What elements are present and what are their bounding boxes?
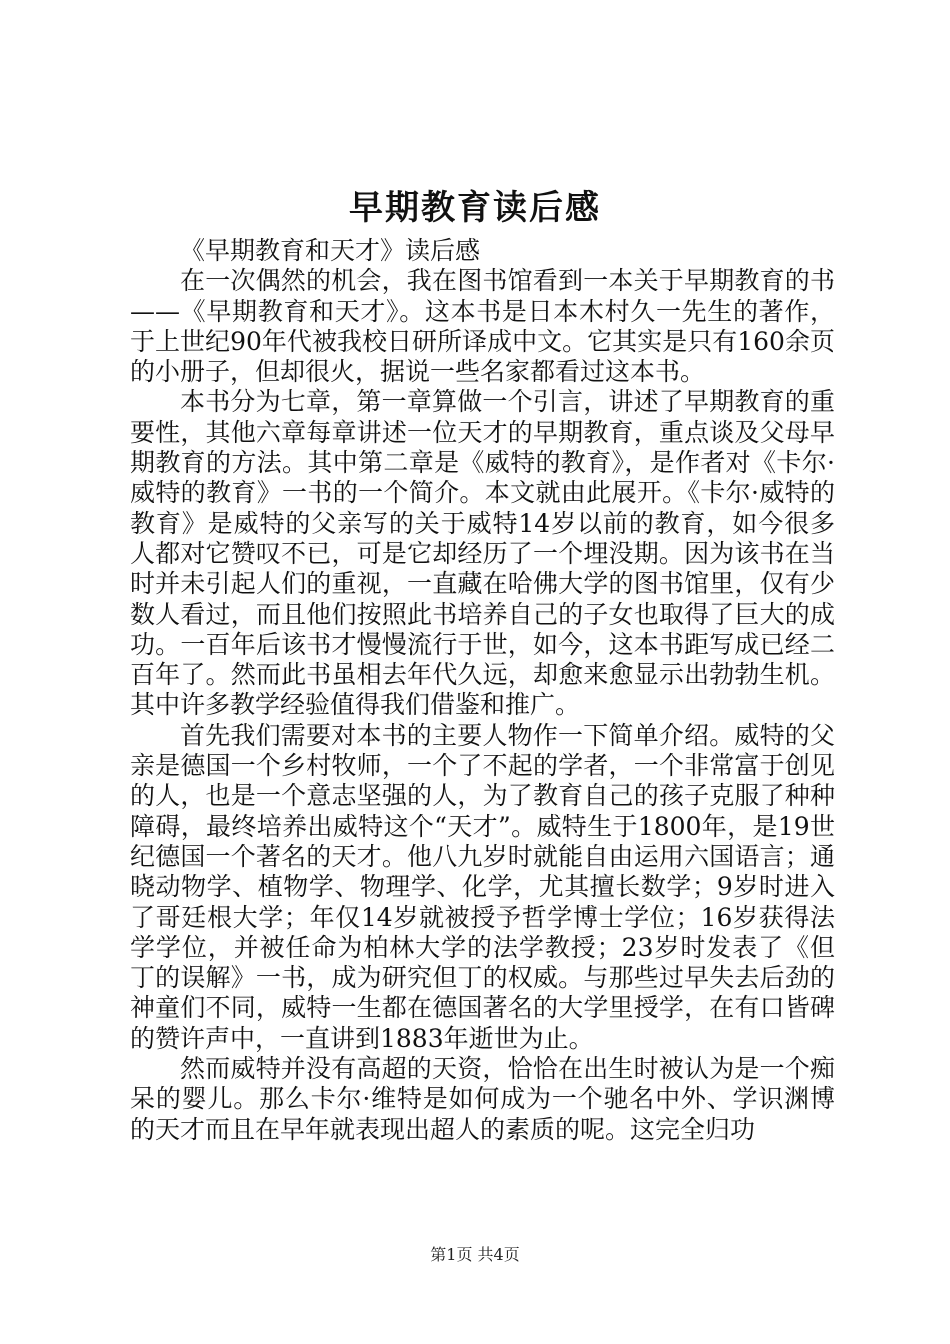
document-body	[130, 236, 835, 1145]
body-paragraph: 在一次偶然的机会，我在图书馆看到一本关于早期教育的书——《早期教育和天才》。这本书是日本木村久一先生的著作，于上世纪90年代被我校日研所译成中文。它其实是只有160余页的小册子，但却很火，据说一些名家都看过这本书。	[130, 266, 835, 387]
body-paragraph: 本书分为七章，第一章算做一个引言，讲述了早期教育的重要性，其他六章每章讲述一位天才的早期教育，重点谈及父母早期教育的方法。其中第二章是《威特的教育》，是作者对《卡尔·威特的教育》一书的一个简介。本文就由此展开。《卡尔·威特的教育》是威特的父亲写的关于威特14岁以前的教育，如今很多人都对它赞叹不已，可是它却经历了一个埋没期。因为该书在当时并未引起人们的重视，一直藏在哈佛大学的图书馆里，仅有少数人看过，而且他们按照此书培养自己的子女也取得了巨大的成功。一百年后该书才慢慢流行于世，如今，这本书距写成已经二百年了。然而此书虽相去年代久远，却愈来愈显示出勃勃生机。其中许多教学经验值得我们借鉴和推广。	[130, 387, 835, 720]
body-paragraph: 然而威特并没有高超的天资，恰恰在出生时被认为是一个痴呆的婴儿。那么卡尔·维特是如何成为一个驰名中外、学识渊博的天才而且在早年就表现出超人的素质的呢。这完全归功	[130, 1054, 835, 1144]
page-footer: 第1页 共4页	[430, 1245, 520, 1264]
body-paragraph: 首先我们需要对本书的主要人物作一下简单介绍。威特的父亲是德国一个乡村牧师，一个了不起的学者，一个非常富于创见的人，也是一个意志坚强的人，为了教育自己的孩子克服了种种障碍，最终培养出威特这个“天才”。威特生于1800年，是19世纪德国一个著名的天才。他八九岁时就能自由运用六国语言；通晓动物学、植物学、物理学、化学，尤其擅长数学；9岁时进入了哥廷根大学；年仅14岁就被授予哲学博士学位；16岁获得法学学位，并被任命为柏林大学的法学教授；23岁时发表了《但丁的误解》一书，成为研究但丁的权威。与那些过早失去后劲的神童们不同，威特一生都在德国著名的大学里授学，在有口皆碑的赞许声中，一直讲到1883年逝世为止。	[130, 720, 835, 1053]
subtitle-paragraph: 《早期教育和天才》读后感	[180, 236, 481, 265]
document-title: 早期教育读后感	[349, 188, 601, 228]
